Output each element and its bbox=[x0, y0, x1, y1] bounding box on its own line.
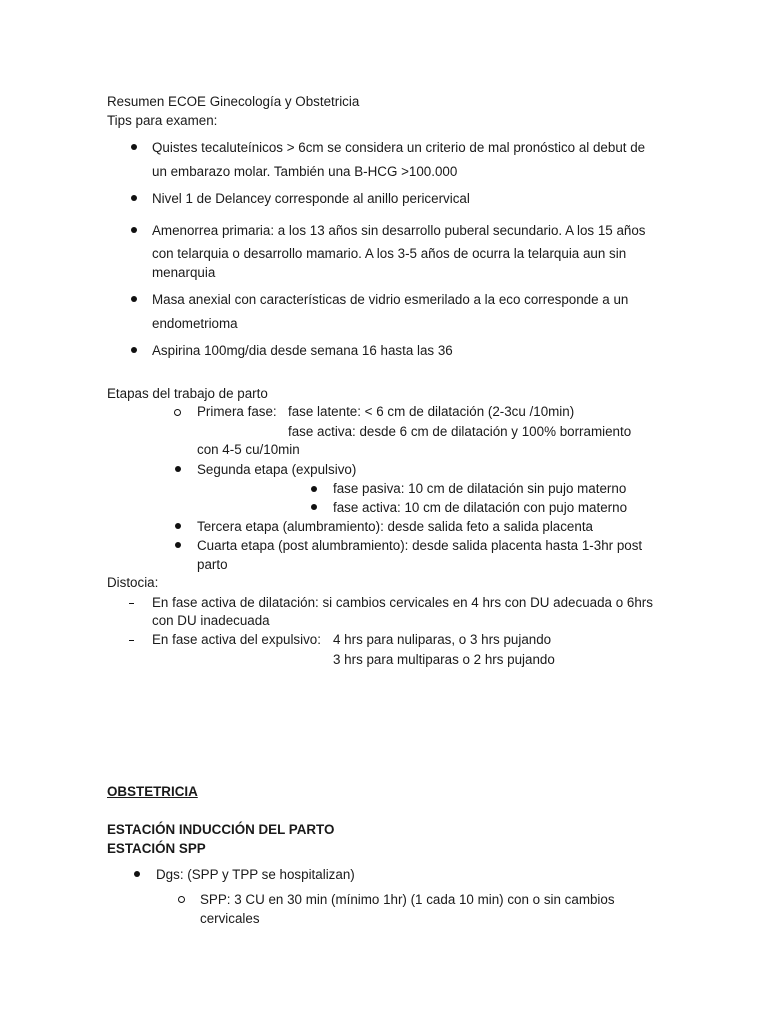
bullet-icon bbox=[131, 144, 137, 150]
spp-item: SPP: 3 CU en 30 min (mínimo 1hr) (1 cada 10 min) con o sin cambios bbox=[200, 892, 615, 907]
bullet-icon bbox=[131, 347, 137, 353]
segunda-etapa: Segunda etapa (expulsivo) bbox=[197, 462, 357, 477]
distocia-heading: Distocia: bbox=[107, 575, 159, 590]
bullet-icon bbox=[131, 227, 137, 233]
primera-fase-latente: fase latente: < 6 cm de dilatación (2-3cu /10min) bbox=[288, 404, 575, 419]
distocia-expulsivo-multiparas: 3 hrs para multiparas o 2 hrs pujando bbox=[333, 652, 555, 667]
document-title: Resumen ECOE Ginecología y Obstetricia bbox=[107, 94, 360, 109]
tip-item-line: Quistes tecaluteínicos > 6cm se considera un criterio de mal pronóstico al debut de bbox=[152, 140, 646, 155]
dgs-item: Dgs: (SPP y TPP se hospitalizan) bbox=[156, 867, 355, 882]
distocia-item: En fase activa de dilatación: si cambios cervicales en 4 hrs con DU adecuada o 6hrs bbox=[152, 595, 653, 610]
tip-item-line: Nivel 1 de Delancey corresponde al anillo pericervical bbox=[152, 191, 470, 206]
obstetricia-heading: OBSTETRICIA bbox=[107, 784, 198, 799]
tip-item-line: endometrioma bbox=[152, 316, 238, 331]
distocia-expulsivo-nuliparas: 4 hrs para nuliparas, o 3 hrs pujando bbox=[333, 632, 552, 647]
dash-bullet-icon bbox=[129, 603, 134, 604]
tip-item-line: Masa anexial con características de vidrio esmerilado a la eco corresponde a un bbox=[152, 292, 629, 307]
bullet-icon bbox=[175, 466, 181, 472]
bullet-icon bbox=[131, 195, 137, 201]
etapas-heading: Etapas del trabajo de parto bbox=[107, 386, 268, 401]
tercera-etapa: Tercera etapa (alumbramiento): desde salida feto a salida placenta bbox=[197, 519, 593, 534]
tip-item-line: menarquia bbox=[152, 265, 216, 280]
tips-label: Tips para examen: bbox=[107, 113, 218, 128]
segunda-fase-activa: fase activa: 10 cm de dilatación con pujo materno bbox=[333, 500, 628, 515]
dash-bullet-icon bbox=[129, 640, 134, 641]
bullet-icon bbox=[311, 486, 317, 492]
bullet-icon bbox=[134, 871, 140, 877]
bullet-icon bbox=[131, 296, 137, 302]
primera-fase-activa-cont: con 4-5 cu/10min bbox=[197, 442, 300, 457]
cuarta-etapa: Cuarta etapa (post alumbramiento): desde salida placenta hasta 1-3hr post bbox=[197, 538, 643, 553]
bullet-icon bbox=[311, 504, 317, 510]
circle-bullet-icon bbox=[178, 896, 185, 903]
estacion-spp-heading: ESTACIÓN SPP bbox=[107, 841, 206, 856]
distocia-expulsivo-label: En fase activa del expulsivo: bbox=[152, 632, 321, 647]
primera-fase-activa: fase activa: desde 6 cm de dilatación y 100% borramiento bbox=[288, 424, 632, 439]
spp-item-cont: cervicales bbox=[200, 911, 260, 926]
tip-item-line: Amenorrea primaria: a los 13 años sin desarrollo puberal secundario. A los 15 años bbox=[152, 223, 646, 238]
estacion-induccion-heading: ESTACIÓN INDUCCIÓN DEL PARTO bbox=[107, 822, 335, 837]
bullet-icon bbox=[175, 542, 181, 548]
tip-item-line: con telarquia o desarrollo mamario. A los 3-5 años de ocurra la telarquia aun sin bbox=[152, 246, 627, 261]
bullet-icon bbox=[175, 523, 181, 529]
distocia-item-cont: con DU inadecuada bbox=[152, 613, 270, 628]
circle-bullet-icon bbox=[174, 409, 181, 416]
tip-item-line: un embarazo molar. También una B-HCG >100.000 bbox=[152, 164, 458, 179]
segunda-fase-pasiva: fase pasiva: 10 cm de dilatación sin pujo materno bbox=[333, 481, 627, 496]
primera-fase-label: Primera fase: bbox=[197, 404, 277, 419]
cuarta-etapa-cont: parto bbox=[197, 557, 228, 572]
tip-item-line: Aspirina 100mg/dia desde semana 16 hasta las 36 bbox=[152, 343, 453, 358]
